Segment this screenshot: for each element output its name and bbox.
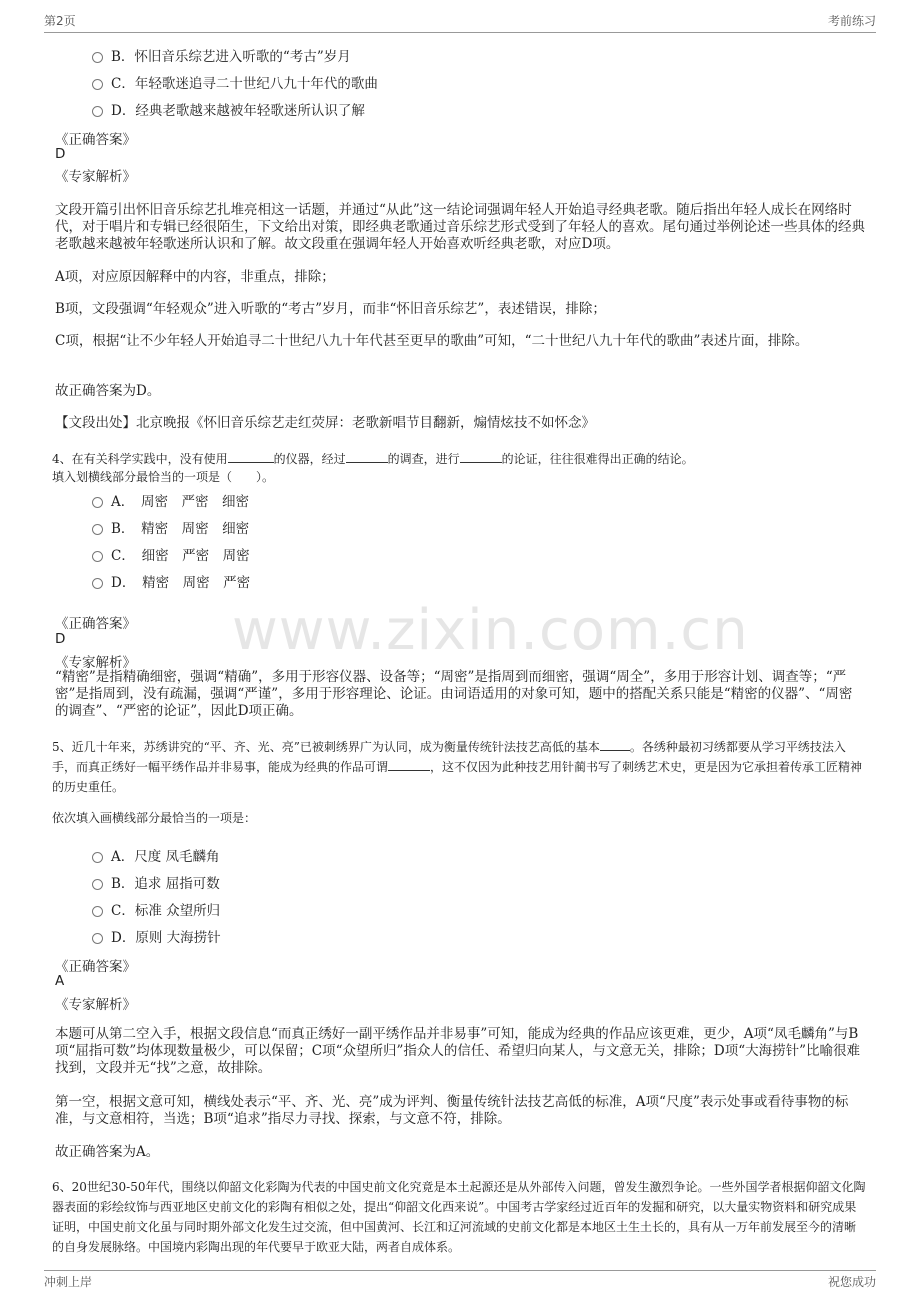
- q4-option-c[interactable]: C． 细密 严密 周密: [92, 544, 250, 564]
- q4-option-b[interactable]: B． 精密 周密 细密: [92, 517, 249, 537]
- footer-right: 祝您成功: [827, 1275, 876, 1289]
- q5-blank-1: [600, 738, 630, 751]
- q3-analysis-label: 《专家解析》: [55, 169, 136, 185]
- q3-analysis-para-2: A项，对应原因解释中的内容，非重点，排除；: [55, 269, 335, 285]
- q5-option-c[interactable]: C．标准 众望所归: [92, 899, 220, 919]
- radio-icon[interactable]: [92, 79, 103, 90]
- radio-icon[interactable]: [92, 551, 103, 562]
- q5-analysis-para-2: 第一空，根据文意可知，横线处表示“平、齐、光、亮”成为评判、衡量传统针法技艺高低的标准，A项“尺度”表示处事或看待事物的标准，与文意相符，当选；B项“追求”指尽力寻找、探索，与文意不符，排除。: [55, 1094, 849, 1127]
- radio-icon[interactable]: [92, 106, 103, 117]
- q5-answer: A: [55, 973, 65, 989]
- footer-divider: [44, 1270, 876, 1271]
- radio-icon[interactable]: [92, 578, 103, 589]
- q5-blank-2: [388, 758, 430, 771]
- radio-icon[interactable]: [92, 52, 103, 63]
- q5-analysis-para-3: 故正确答案为A。: [55, 1144, 160, 1160]
- q4-answer-label: 《正确答案》: [55, 616, 136, 632]
- q3-option-b[interactable]: B．怀旧音乐综艺进入听歌的“考古”岁月: [92, 45, 351, 65]
- q4-blank-2: [346, 450, 388, 463]
- q3-option-d[interactable]: D．经典老歌越来越被年轻歌迷所认识了解: [92, 99, 365, 119]
- header-divider: [44, 32, 876, 33]
- q4-option-a[interactable]: A． 周密 严密 细密: [92, 490, 249, 510]
- q5-option-d[interactable]: D．原则 大海捞针: [92, 926, 221, 946]
- radio-icon[interactable]: [92, 497, 103, 508]
- q3-analysis-para-1: 文段开篇引出怀旧音乐综艺扎堆亮相这一话题，并通过“从此”这一结论词强调年轻人开始追寻经典老歌。随后指出年轻人成长在网络时代，对于唱片和专辑已经很陌生，下文给出对策，即经典老歌通过音乐综艺形式受到了年轻人的喜欢。尾句通过举例论述一些具体的经典老歌越来越被年轻歌迷所认识和了解。故文段重在强调年轻人开始喜欢听经典老歌，对应D项。: [55, 202, 865, 252]
- radio-icon[interactable]: [92, 852, 103, 863]
- q3-analysis-source: 【文段出处】北京晚报《怀旧音乐综艺走红荧屏：老歌新唱节目翻新，煽情炫技不如怀念》: [55, 415, 595, 431]
- q3-analysis-para-3: B项，文段强调“年轻观众”进入听歌的“考古”岁月，而非“怀旧音乐综艺”，表述错误，排除；: [55, 301, 606, 317]
- q3-answer-label: 《正确答案》: [55, 132, 136, 148]
- q4-instruction: 填入划横线部分最恰当的一项是（ ）。: [52, 470, 275, 484]
- q4-analysis: “精密”是指精确细密，强调“精确”，多用于形容仪器、设备等；“周密”是指周到而细密，强调“周全”，多用于形容计划、调查等；“严密”是指周到，没有疏漏，强调“严谨”，多用于形容理论、论证。由词语适用的对象可知，题中的搭配关系只能是“精密的仪器”、“周密的调查”、“严密的论证”，因此D项正确。: [55, 669, 853, 719]
- q4-analysis-label: 《专家解析》: [55, 655, 136, 671]
- q5-option-b[interactable]: B．追求 屈指可数: [92, 872, 220, 892]
- q4-blank-1: [228, 450, 274, 463]
- q4-blank-3: [460, 450, 502, 463]
- q3-option-c[interactable]: C．年轻歌迷追寻二十世纪八九十年代的歌曲: [92, 72, 378, 92]
- radio-icon[interactable]: [92, 524, 103, 535]
- q6-stem: 6、20世纪30-50年代，围绕以仰韶文化彩陶为代表的中国史前文化究竟是本土起源还是从外部传入问题，曾发生激烈争论。一些外国学者根据仰韶文化陶器表面的彩绘纹饰与西亚地区史前文化的彩陶有相似之处，提出“仰韶文化西来说”。中国考古学家经过近百年的发掘和研究，以大量实物资料和研究成果证明，中国史前文化虽与同时期外部文化发生过交流，但中国黄河、长江和辽河流域的史前文化都是本地区土生土长的，具有从一万年前发展至今的清晰的自身发展脉络。中国境内彩陶出现的年代要早于欧亚大陆，两者自成体系。: [52, 1180, 866, 1254]
- radio-icon[interactable]: [92, 933, 103, 944]
- q3-answer: D: [55, 146, 66, 162]
- q5-analysis-label: 《专家解析》: [55, 997, 136, 1013]
- page-number: 第2页: [44, 14, 76, 28]
- q5-stem: 5、近几十年来，苏绣讲究的“平、齐、光、亮”已被刺绣界广为认同，成为衡量传统针法技艺高低的基本 。各绣种最初习绣都要从学习平绣技法入手，而真正绣好一幅平绣作品并非易事，能成为经典的作品可谓 ，这不仅因为此种技艺用针蔺书写了刺绣艺术史，更是因为它承担着传承工匠精神的历史重任。: [52, 740, 863, 794]
- footer-left: 冲刺上岸: [44, 1275, 93, 1289]
- q3-analysis-para-4: C项，根据“让不少年轻人开始追寻二十世纪八九十年代甚至更早的歌曲”可知，“二十世纪八九十年代的歌曲”表述片面，排除。: [55, 333, 809, 349]
- header-title: 考前练习: [827, 14, 876, 28]
- q5-instruction: 依次填入画横线部分最恰当的一项是：: [52, 811, 257, 825]
- radio-icon[interactable]: [92, 879, 103, 890]
- q5-analysis-para-1: 本题可从第二空入手，根据文段信息“而真正绣好一副平绣作品并非易事”可知，能成为经典的作品应该更难，更少，A项“凤毛麟角”与B项“屈指可数”均体现数量极少，可以保留；C项“众望所归”指众人的信任、希望归向某人，与文意无关，排除；D项“大海捞针”比喻很难找到，文段并无“找”之意，故排除。: [55, 1026, 861, 1076]
- q3-analysis-para-5: 故正确答案为D。: [55, 383, 161, 399]
- q4-stem: 4、在有关科学实践中，没有使用 的仪器，经过 的调查，进行 的论证，往往很难得出正确的结论。: [52, 452, 694, 466]
- q4-answer: D: [55, 631, 66, 647]
- watermark: www.zixin.com.cn: [232, 598, 749, 663]
- radio-icon[interactable]: [92, 906, 103, 917]
- q5-option-a[interactable]: A．尺度 凤毛麟角: [92, 845, 220, 865]
- q4-option-d[interactable]: D． 精密 周密 严密: [92, 571, 250, 591]
- q5-answer-label: 《正确答案》: [55, 959, 136, 975]
